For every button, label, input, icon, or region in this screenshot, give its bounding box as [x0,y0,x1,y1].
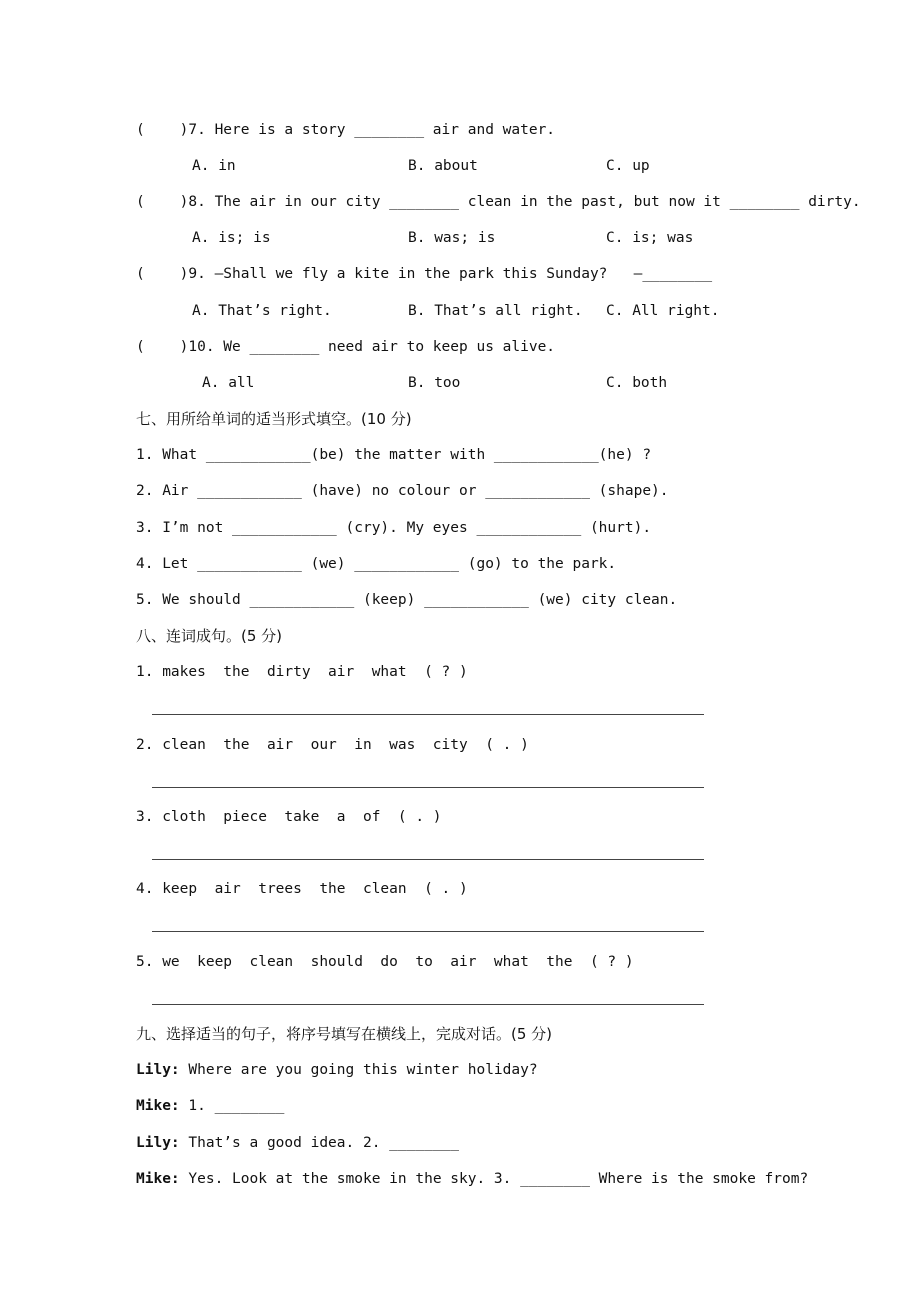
fill-item-1: 1. What ____________(be) the matter with ____________(he) ? [136,447,652,463]
q7-option-c: C. up [606,158,650,174]
section-9-title: 九、选择适当的句子，将序号填写在横线上，完成对话。(5 分) [136,1025,553,1043]
q10-option-b: B. too [408,375,461,391]
q8-option-a: A. is; is [192,230,271,246]
q8-option-c: C. is; was [606,230,694,246]
speaker-mike: Mike: [136,1098,180,1114]
dialogue-line-2 [136,1096,284,1116]
word-order-item-3: 3. cloth piece take a of ( . ) [136,809,442,825]
answer-line-2[interactable] [152,787,704,788]
answer-line-4[interactable] [152,931,704,932]
speaker-mike: Mike: [136,1171,180,1187]
dialogue-text: 1. ________ [179,1098,285,1114]
q7-option-b: B. about [408,158,478,174]
word-order-item-5: 5. we keep clean should do to air what the ( ? ) [136,954,634,970]
q7-option-a: A. in [192,158,236,174]
speaker-lily: Lily: [136,1062,180,1078]
dialogue-line-3 [136,1133,459,1153]
q8-option-b: B. was; is [408,230,496,246]
answer-line-1[interactable] [152,714,704,715]
q9-option-a: A. That’s right. [192,303,332,319]
dialogue-text: Where are you going this winter holiday? [179,1062,538,1078]
word-order-item-1: 1. makes the dirty air what ( ? ) [136,664,468,680]
answer-line-3[interactable] [152,859,704,860]
word-order-item-4: 4. keep air trees the clean ( . ) [136,881,468,897]
question-7: ( )7. Here is a story ________ air and water. [136,122,556,138]
fill-item-5: 5. We should ____________ (keep) ____________ (we) city clean. [136,592,678,608]
q9-option-c: C. All right. [606,303,720,319]
fill-item-4: 4. Let ____________ (we) ____________ (go) to the park. [136,556,617,572]
dialogue-line-1 [136,1060,538,1080]
word-order-item-2: 2. clean the air our in was city ( . ) [136,737,529,753]
answer-line-5[interactable] [152,1004,704,1005]
fill-item-2: 2. Air ____________ (have) no colour or ____________ (shape). [136,483,669,499]
q10-option-c: C. both [606,375,668,391]
fill-item-3: 3. I’m not ____________ (cry). My eyes ____________ (hurt). [136,520,652,536]
question-9: ( )9. —Shall we fly a kite in the park this Sunday? —________ [136,266,713,282]
question-10: ( )10. We ________ need air to keep us alive. [136,339,556,355]
section-8-title: 八、连词成句。(5 分) [136,627,283,645]
speaker-lily: Lily: [136,1135,180,1151]
q10-option-a: A. all [202,375,255,391]
q9-option-b: B. That’s all right. [408,303,583,319]
dialogue-text: Yes. Look at the smoke in the sky. 3. ________ Where is the smoke from? [179,1171,809,1187]
question-8: ( )8. The air in our city ________ clean in the past, but now it ________ dirty. [136,194,861,210]
section-7-title: 七、用所给单词的适当形式填空。(10 分) [136,410,412,428]
dialogue-line-4 [136,1169,808,1189]
dialogue-text: That’s a good idea. 2. ________ [179,1135,460,1151]
